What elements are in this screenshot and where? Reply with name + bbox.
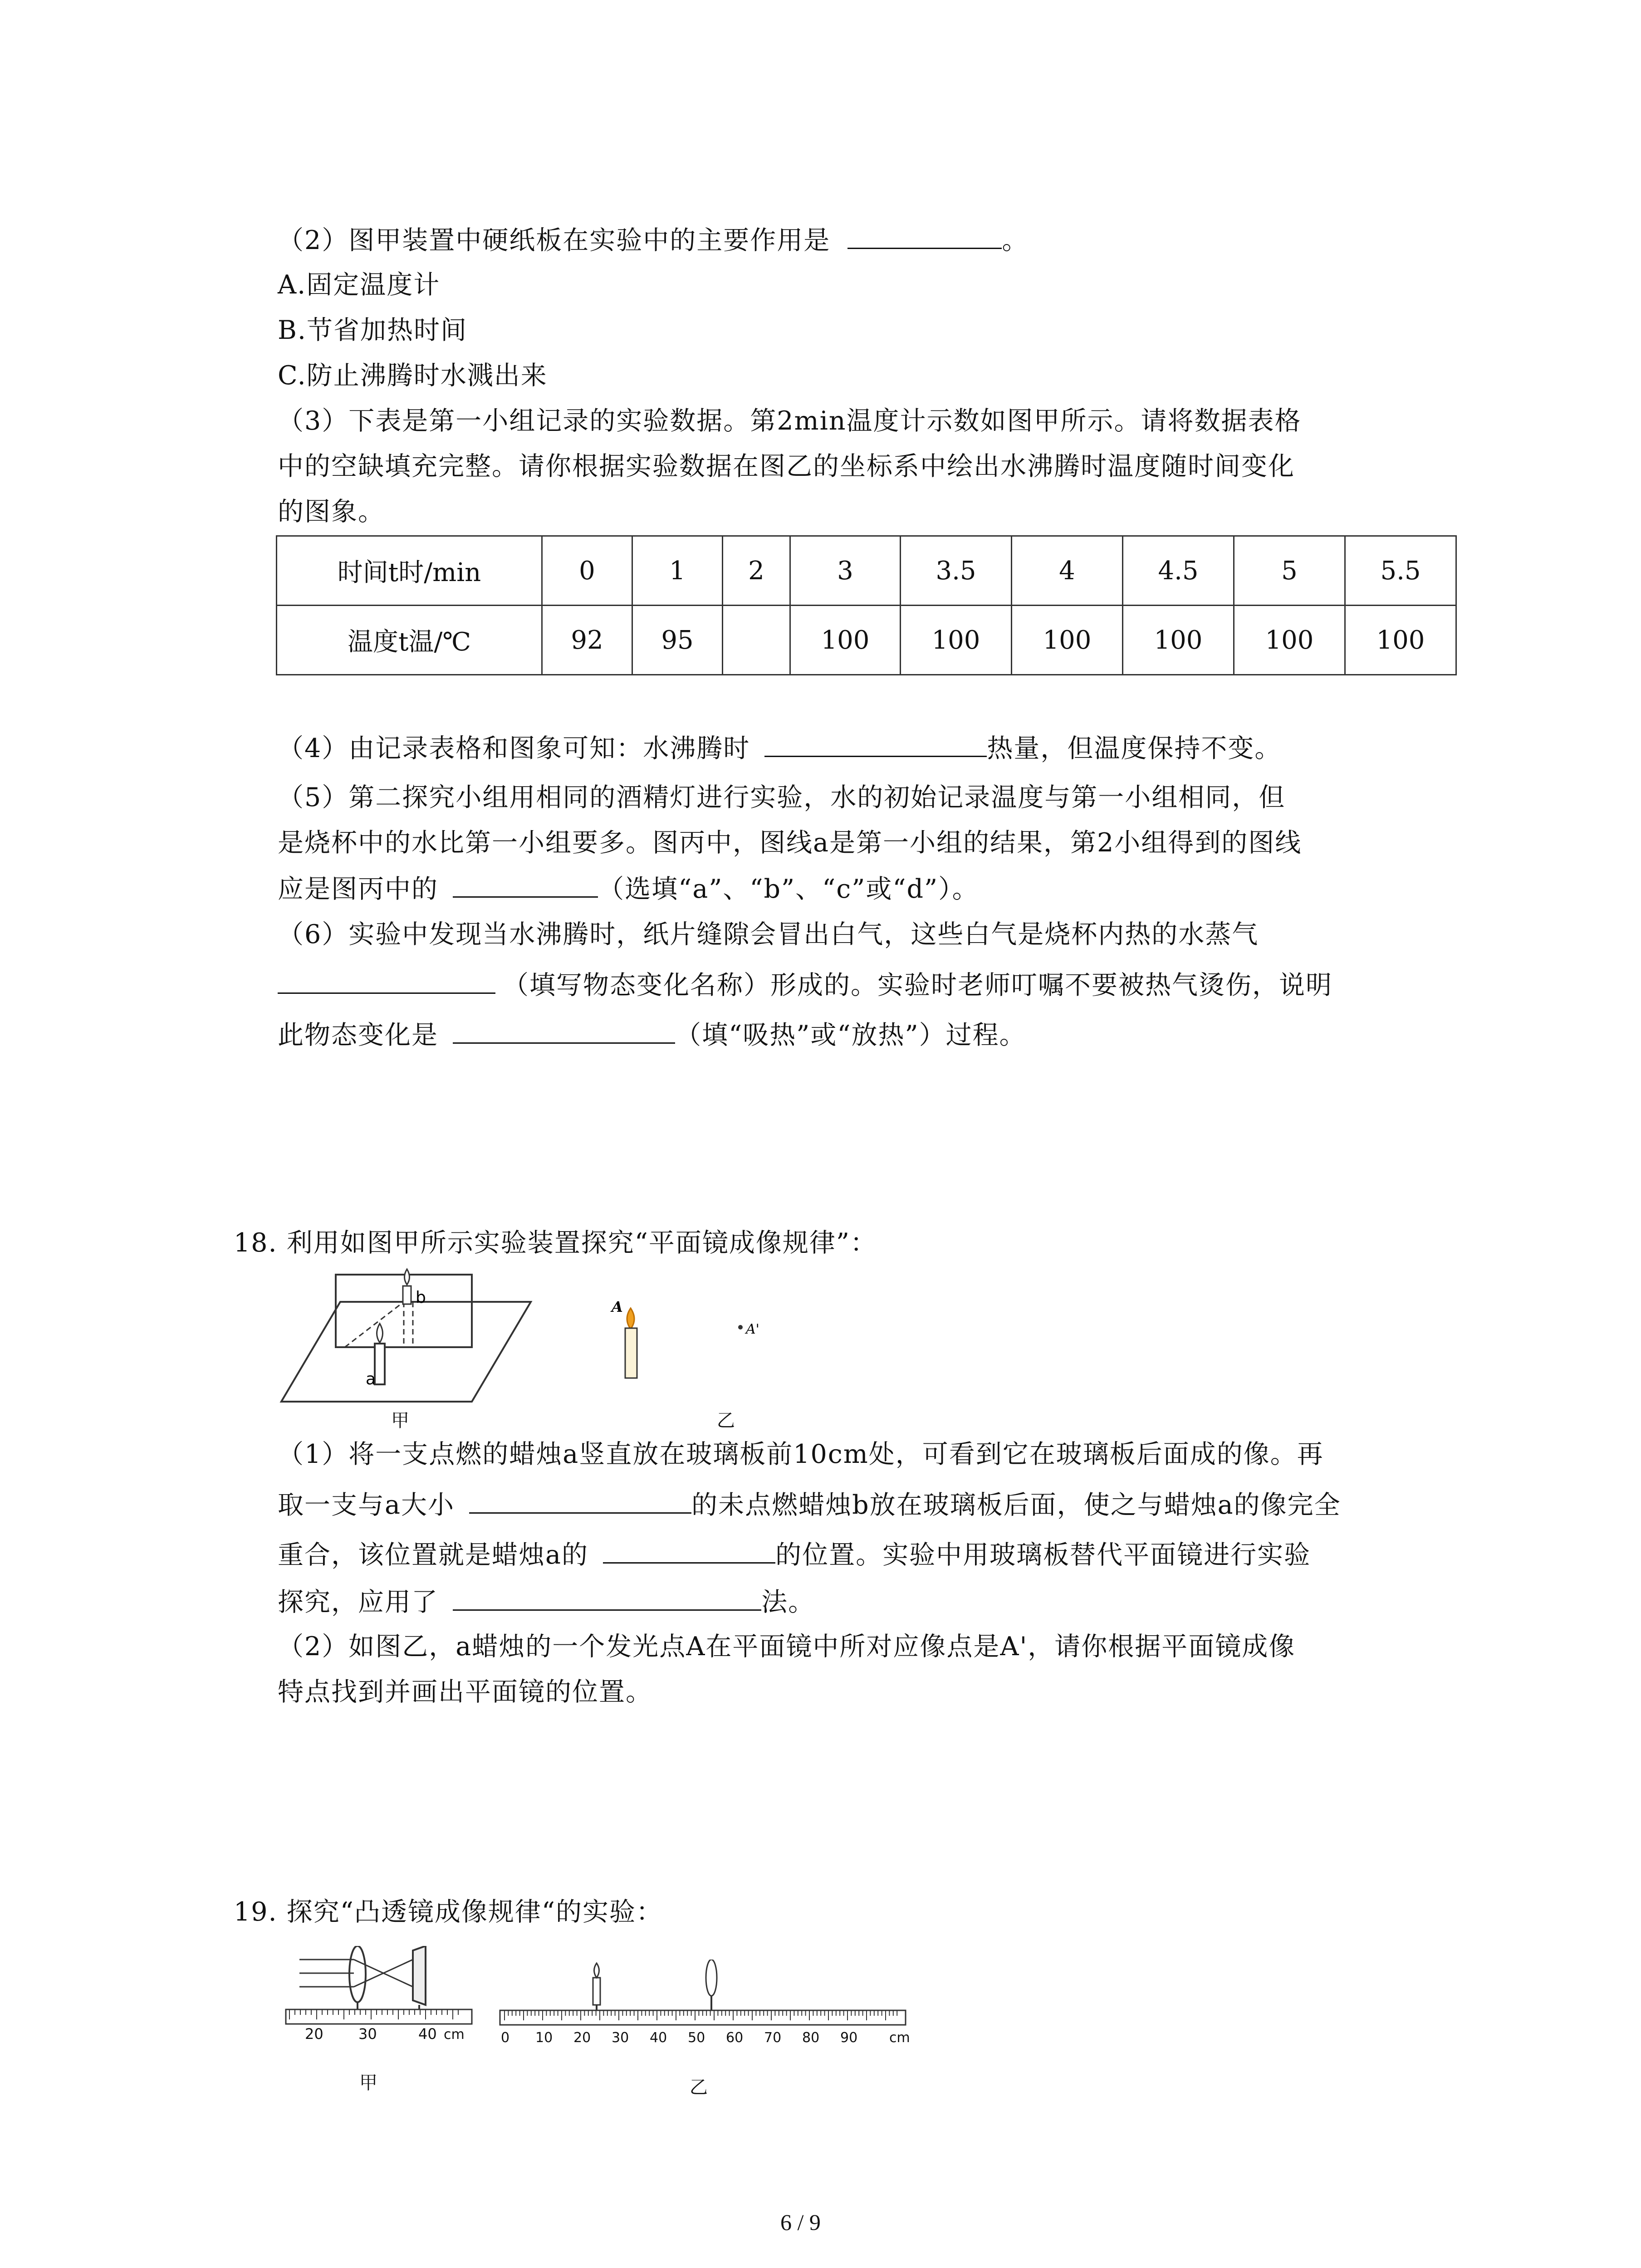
option-c: C.防止沸腾时水溅出来 <box>278 361 548 391</box>
temp-row <box>277 606 1456 675</box>
temp-cell: 100 <box>1012 606 1123 675</box>
temp-cell: 100 <box>1345 606 1456 675</box>
temp-cell-blank[interactable] <box>723 606 790 675</box>
answer-blank[interactable] <box>603 1536 775 1564</box>
figure-caption-jia: 甲 <box>391 1410 409 1431</box>
option-b: B.节省加热时间 <box>278 315 468 345</box>
ruler2-tick-label: 70 <box>764 2030 782 2046</box>
option-a: A.固定温度计 <box>278 270 441 300</box>
q18-title: 18. 利用如图甲所示实验装置探究“平面镜成像规律”： <box>234 1228 877 1258</box>
time-header: 时间t时/min <box>277 536 542 606</box>
temp-header: 温度t温/℃ <box>277 606 542 675</box>
ruler2-tick-label: 0 <box>501 2030 510 2046</box>
q17-part5-line1: （5）第二探究小组用相同的酒精灯进行实验，水的初始记录温度与第一小组相同，但 <box>278 782 1286 812</box>
q17-part3-line3: 的图象。 <box>278 497 385 527</box>
q17-part3-line1: （3）下表是第一小组记录的实验数据。第2min温度计示数如图甲所示。请将数据表格 <box>278 406 1302 436</box>
ruler1-tick-20: 20 <box>305 2025 323 2043</box>
q17-part3-line2: 中的空缺填充完整。请你根据实验数据在图乙的坐标系中绘出水沸腾时温度随时间变化 <box>278 451 1295 481</box>
ruler2-tick-label: 60 <box>726 2030 744 2046</box>
q18-part2-line1: （2）如图乙，a蜡烛的一个发光点A在平面镜中所对应像点是A'，请你根据平面镜成像 <box>278 1632 1296 1662</box>
q18-part2-line2: 特点找到并画出平面镜的位置。 <box>278 1677 652 1707</box>
page-number: 6 / 9 <box>780 2209 821 2235</box>
time-row <box>277 536 1456 606</box>
ruler2-tick-label: 20 <box>573 2030 591 2046</box>
time-cell: 3.5 <box>901 536 1012 606</box>
time-cell: 1 <box>632 536 723 606</box>
time-cell: 3 <box>790 536 901 606</box>
label-A: A <box>612 1298 623 1315</box>
q17-part2-stem: （2）图甲装置中硬纸板在实验中的主要作用是 。 <box>278 221 1029 259</box>
figure-caption-jia: 甲 <box>359 2072 377 2093</box>
answer-blank[interactable] <box>453 1016 675 1044</box>
answer-blank[interactable] <box>764 729 987 757</box>
ruler1-tick-40: 40 <box>418 2025 437 2043</box>
ruler2-tick-label: 30 <box>612 2030 629 2046</box>
time-cell: 5 <box>1234 536 1345 606</box>
q18-part1-line3: 重合，该位置就是蜡烛a的 的位置。实验中用玻璃板替代平面镜进行实验 <box>278 1536 1311 1573</box>
ruler2-tick-label: 50 <box>688 2030 705 2046</box>
label-b: b <box>416 1288 426 1307</box>
q17-part6-line2: （填写物态变化名称）形成的。实验时老师叮嘱不要被热气烫伤，说明 <box>278 966 1332 1003</box>
q17-part5-line3: 应是图丙中的 （选填“a”、“b”、“c”或“d”）。 <box>278 870 979 907</box>
time-cell: 2 <box>723 536 790 606</box>
q18-part1-line2: 取一支与a大小 的未点燃蜡烛b放在玻璃板后面，使之与蜡烛a的像完全 <box>278 1486 1341 1523</box>
answer-blank[interactable] <box>278 966 495 994</box>
q17-part4: （4）由记录表格和图象可知：水沸腾时 热量，但温度保持不变。 <box>278 729 1281 767</box>
temp-cell: 100 <box>901 606 1012 675</box>
answer-blank[interactable] <box>469 1486 691 1514</box>
answer-blank[interactable] <box>453 1583 761 1611</box>
time-cell: 4.5 <box>1123 536 1234 606</box>
ruler2-tick-label: 40 <box>650 2030 667 2046</box>
label-a: a <box>366 1370 376 1388</box>
label-A-prime: A' <box>746 1321 759 1337</box>
temp-cell: 100 <box>790 606 901 675</box>
ruler2-tick-label: 90 <box>840 2030 858 2046</box>
q18-part1-line4: 探究，应用了 法。 <box>278 1583 815 1620</box>
ruler2-tick-label: 10 <box>535 2030 553 2046</box>
figure-caption-yi: 乙 <box>717 1410 735 1431</box>
time-cell: 5.5 <box>1345 536 1456 606</box>
q17-part6-line3: 此物态变化是 （填“吸热”或“放热”）过程。 <box>278 1016 1026 1053</box>
q18-figure-jia <box>277 1266 558 1420</box>
q19-title: 19. 探究“凸透镜成像规律“的实验： <box>234 1897 663 1927</box>
time-cell: 0 <box>542 536 632 606</box>
temp-cell: 100 <box>1234 606 1345 675</box>
temp-cell: 95 <box>632 606 723 675</box>
q17-part6-line1: （6）实验中发现当水沸腾时，纸片缝隙会冒出白气，这些白气是烧杯内热的水蒸气 <box>278 919 1259 949</box>
figure-caption-yi: 乙 <box>690 2077 708 2098</box>
ruler2-unit: cm <box>889 2030 910 2046</box>
answer-blank[interactable] <box>453 870 598 898</box>
q18-part1-line1: （1）将一支点燃的蜡烛a竖直放在玻璃板前10cm处，可看到它在玻璃板后面成的像。再 <box>278 1439 1324 1469</box>
answer-blank[interactable] <box>847 221 1002 249</box>
ruler1-unit: cm <box>444 2027 465 2043</box>
ruler2-tick-label: 80 <box>802 2030 820 2046</box>
q17-part5-line2: 是烧杯中的水比第一小组要多。图丙中，图线a是第一小组的结果，第2小组得到的图线 <box>278 828 1302 858</box>
temp-cell: 100 <box>1123 606 1234 675</box>
temp-cell: 92 <box>542 606 632 675</box>
ruler1-tick-30: 30 <box>358 2025 377 2043</box>
time-cell: 4 <box>1012 536 1123 606</box>
q19-figure-yi <box>499 1960 916 2041</box>
data-table <box>276 535 1457 675</box>
q18-figure-yi <box>608 1297 798 1388</box>
